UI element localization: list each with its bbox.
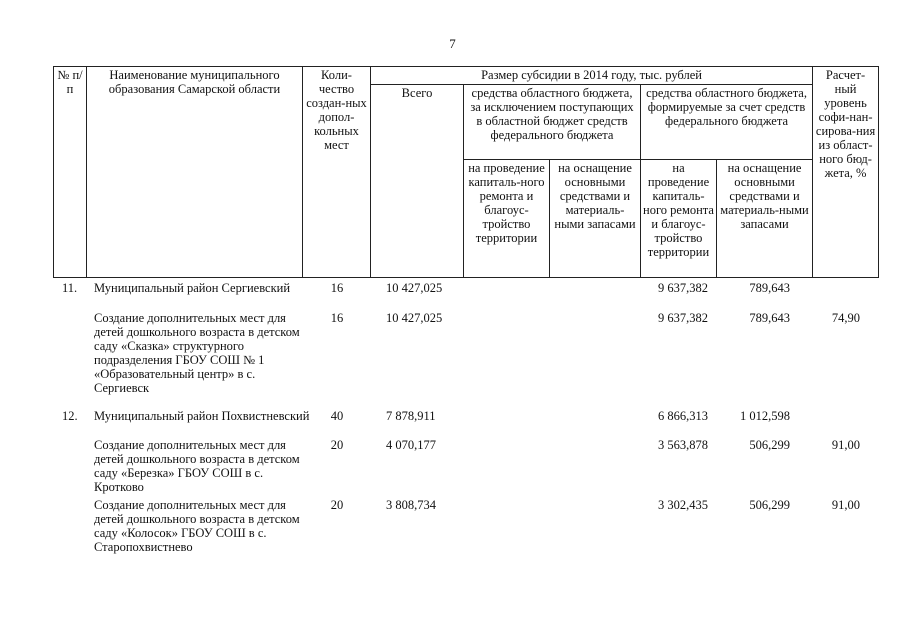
row-level: 91,00 [831, 438, 860, 452]
row-count: 40 [330, 409, 344, 423]
row-federal-equip: 1 012,598 [740, 409, 790, 423]
header-regional: средства областного бюджета, за исключением поступающих в областной бюджет средств федерального бюджета [464, 85, 641, 160]
row-federal-repair: 3 302,435 [658, 498, 708, 512]
row-federal-equip: 506,299 [749, 498, 790, 512]
row-federal-equip: 506,299 [749, 438, 790, 452]
header-no: № п/п [54, 67, 87, 278]
header-level: Расчет-ный уровень софи-нан-сирова-ния из област-ного бюд-жета, % [813, 67, 879, 278]
header-name: Наименование муниципального образования Самарской области [87, 67, 303, 278]
row-name: Создание дополнительных мест для детей дошкольного возраста в детском саду «Колосок» ГБОУ СОШ в с. Старопохвистнево [94, 498, 300, 554]
row-federal-equip: 789,643 [749, 311, 790, 325]
row-name: Муниципальный район Похвистневский [94, 409, 310, 423]
header-subsidy: Размер субсидии в 2014 году, тыс. рублей [371, 67, 813, 85]
row-number: 11. [62, 281, 78, 295]
page-number: 7 [449, 36, 456, 51]
header-regional-equip: на оснащение основными средствами и материаль-ными запасами [550, 160, 641, 278]
header-regional-repair: на проведение капиталь-ного ремонта и благоус-тройство территории [464, 160, 550, 278]
row-number: 12. [62, 409, 78, 423]
row-federal-repair: 9 637,382 [658, 281, 708, 295]
row-federal-equip: 789,643 [749, 281, 790, 295]
row-name: Создание дополнительных мест для детей дошкольного возраста в детском саду «Сказка» структурного подразделения ГБОУ СОШ № 1 «Образовательный центр» в с. Сергиевск [94, 311, 300, 395]
header-federal: средства областного бюджета, формируемые за счет средств федерального бюджета [641, 85, 813, 160]
row-count: 20 [330, 438, 344, 452]
row-count: 20 [330, 498, 344, 512]
row-federal-repair: 3 563,878 [658, 438, 708, 452]
row-count: 16 [330, 311, 344, 325]
row-total: 7 878,911 [386, 409, 436, 423]
header-federal-repair: на проведение капиталь-ного ремонта и благоус-тройство территории [641, 160, 717, 278]
header-count: Коли-чество создан-ных допол-кольных мест [303, 67, 371, 278]
row-federal-repair: 9 637,382 [658, 311, 708, 325]
row-total: 3 808,734 [386, 498, 436, 512]
row-name: Создание дополнительных мест для детей дошкольного возраста в детском саду «Березка» ГБОУ СОШ в с. Кротково [94, 438, 300, 494]
header-federal-equip: на оснащение основными средствами и материаль-ными запасами [717, 160, 813, 278]
row-total: 10 427,025 [386, 311, 443, 325]
header-table [53, 66, 879, 278]
row-total: 4 070,177 [386, 438, 436, 452]
row-name: Муниципальный район Сергиевский [94, 281, 291, 295]
row-level: 74,90 [831, 311, 860, 325]
row-total: 10 427,025 [386, 281, 443, 295]
header-total: Всего [371, 85, 464, 278]
row-count: 16 [330, 281, 344, 295]
row-federal-repair: 6 866,313 [658, 409, 708, 423]
row-level: 91,00 [831, 498, 860, 512]
